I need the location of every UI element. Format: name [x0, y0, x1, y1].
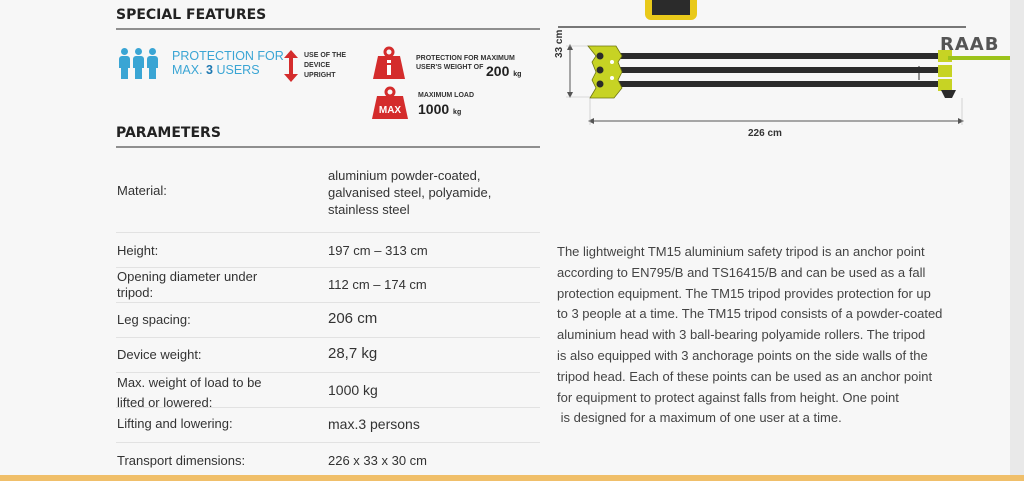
parameters-rule — [116, 146, 540, 148]
upright-line3: UPRIGHT — [304, 72, 336, 79]
tripod-dimension-drawing — [556, 28, 966, 140]
param-value: max.3 persons — [328, 416, 420, 432]
description-line: The lightweight TM15 aluminium safety tripod is an anchor point — [557, 244, 925, 259]
description-line: according to EN795/B and TS16415/B and can be used as a fall — [557, 264, 926, 280]
param-label: Leg spacing: — [117, 312, 191, 327]
param-row-height — [116, 233, 540, 268]
param-row-max-load — [116, 373, 540, 408]
right-edge — [1010, 0, 1024, 481]
person-icon — [118, 48, 131, 80]
param-value: 206 cm — [328, 310, 378, 327]
param-label: Height: — [117, 243, 159, 258]
description-line: protection equipment. The TM15 tripod provides protection for up — [557, 285, 931, 301]
height-dimension-label: 33 cm — [554, 29, 565, 58]
param-row-leg-spacing — [116, 303, 540, 338]
protection-line2: MAX. 3 USERS — [172, 63, 260, 77]
param-value: 226 x 33 x 30 cm — [328, 453, 427, 468]
parameters-title: PARAMETERS — [116, 125, 221, 141]
upright-line1: USE OF THE — [304, 52, 347, 59]
raab-logo-bar — [948, 56, 1010, 60]
max-load-label: MAXIMUM LOAD — [418, 92, 474, 99]
param-value: 197 cm – 313 cm — [328, 243, 428, 258]
param-row-transport — [116, 443, 540, 477]
param-value: 112 cm – 174 cm — [328, 277, 427, 292]
description-line: to 3 people at a time. The TM15 tripod consists of a powder-coated — [557, 306, 943, 322]
parameters-table — [116, 156, 540, 477]
param-row-lifting — [116, 408, 540, 443]
user-weight-value — [486, 63, 521, 79]
product-description — [557, 242, 967, 429]
description-line: is designed for a maximum of one user at a time. — [557, 410, 842, 426]
description-line: aluminium head with 3 ball-bearing polyamide rollers. The tripod — [557, 327, 926, 343]
protection-line1: PROTECTION FOR — [172, 49, 284, 63]
product-top-image-dark — [652, 0, 690, 15]
weight-line1: PROTECTION FOR MAXIMUM — [416, 55, 515, 62]
param-value: 1000 kg — [328, 382, 378, 398]
protection-users-text — [172, 49, 284, 77]
param-row-material — [116, 156, 540, 233]
three-users-icon — [118, 48, 160, 85]
param-row-opening-diameter — [116, 268, 540, 303]
up-down-arrow-icon — [283, 50, 299, 82]
max-load-number: 1000 — [418, 101, 450, 117]
upright-use-text — [304, 51, 374, 81]
person-icon — [132, 48, 145, 80]
description-line: for equipment to protect against falls from height. One point — [557, 389, 899, 405]
param-row-device-weight — [116, 338, 540, 373]
param-label: Transport dimensions: — [117, 453, 246, 468]
person-icon — [146, 48, 159, 80]
user-weight-icon — [372, 46, 406, 80]
max-badge-text: MAX — [378, 105, 402, 116]
special-features-title: SPECIAL FEATURES — [116, 7, 267, 23]
upright-line2: DEVICE — [304, 62, 331, 69]
weight-unit: kg — [513, 71, 522, 78]
param-label: Device weight: — [117, 347, 202, 362]
max-load-unit: kg — [453, 109, 462, 116]
max-load-icon — [372, 86, 408, 120]
raab-logo: RAAB — [940, 34, 1000, 55]
param-label: Max. weight of load to be lifted or lowered: — [117, 375, 262, 410]
description-line: is also equipped with 3 anchorage points on the side walls of the — [557, 347, 928, 363]
param-value: aluminium powder-coated, galvanised steel, polyamide, stainless steel — [328, 168, 492, 217]
param-label: Material: — [117, 183, 167, 198]
weight-line2: USER'S WEIGHT OF — [416, 64, 484, 71]
width-dimension-label: 226 cm — [748, 128, 782, 139]
weight-number: 200 — [486, 63, 510, 79]
param-label: Opening diameter under tripod: — [117, 269, 258, 300]
description-line: tripod head. Each of these points can be used as an anchor point — [557, 368, 933, 384]
param-label: Lifting and lowering: — [117, 416, 233, 431]
max-load-value — [418, 101, 461, 117]
protection-count: 3 — [206, 63, 213, 77]
special-features-rule — [116, 28, 540, 30]
param-value: 28,7 kg — [328, 345, 378, 362]
